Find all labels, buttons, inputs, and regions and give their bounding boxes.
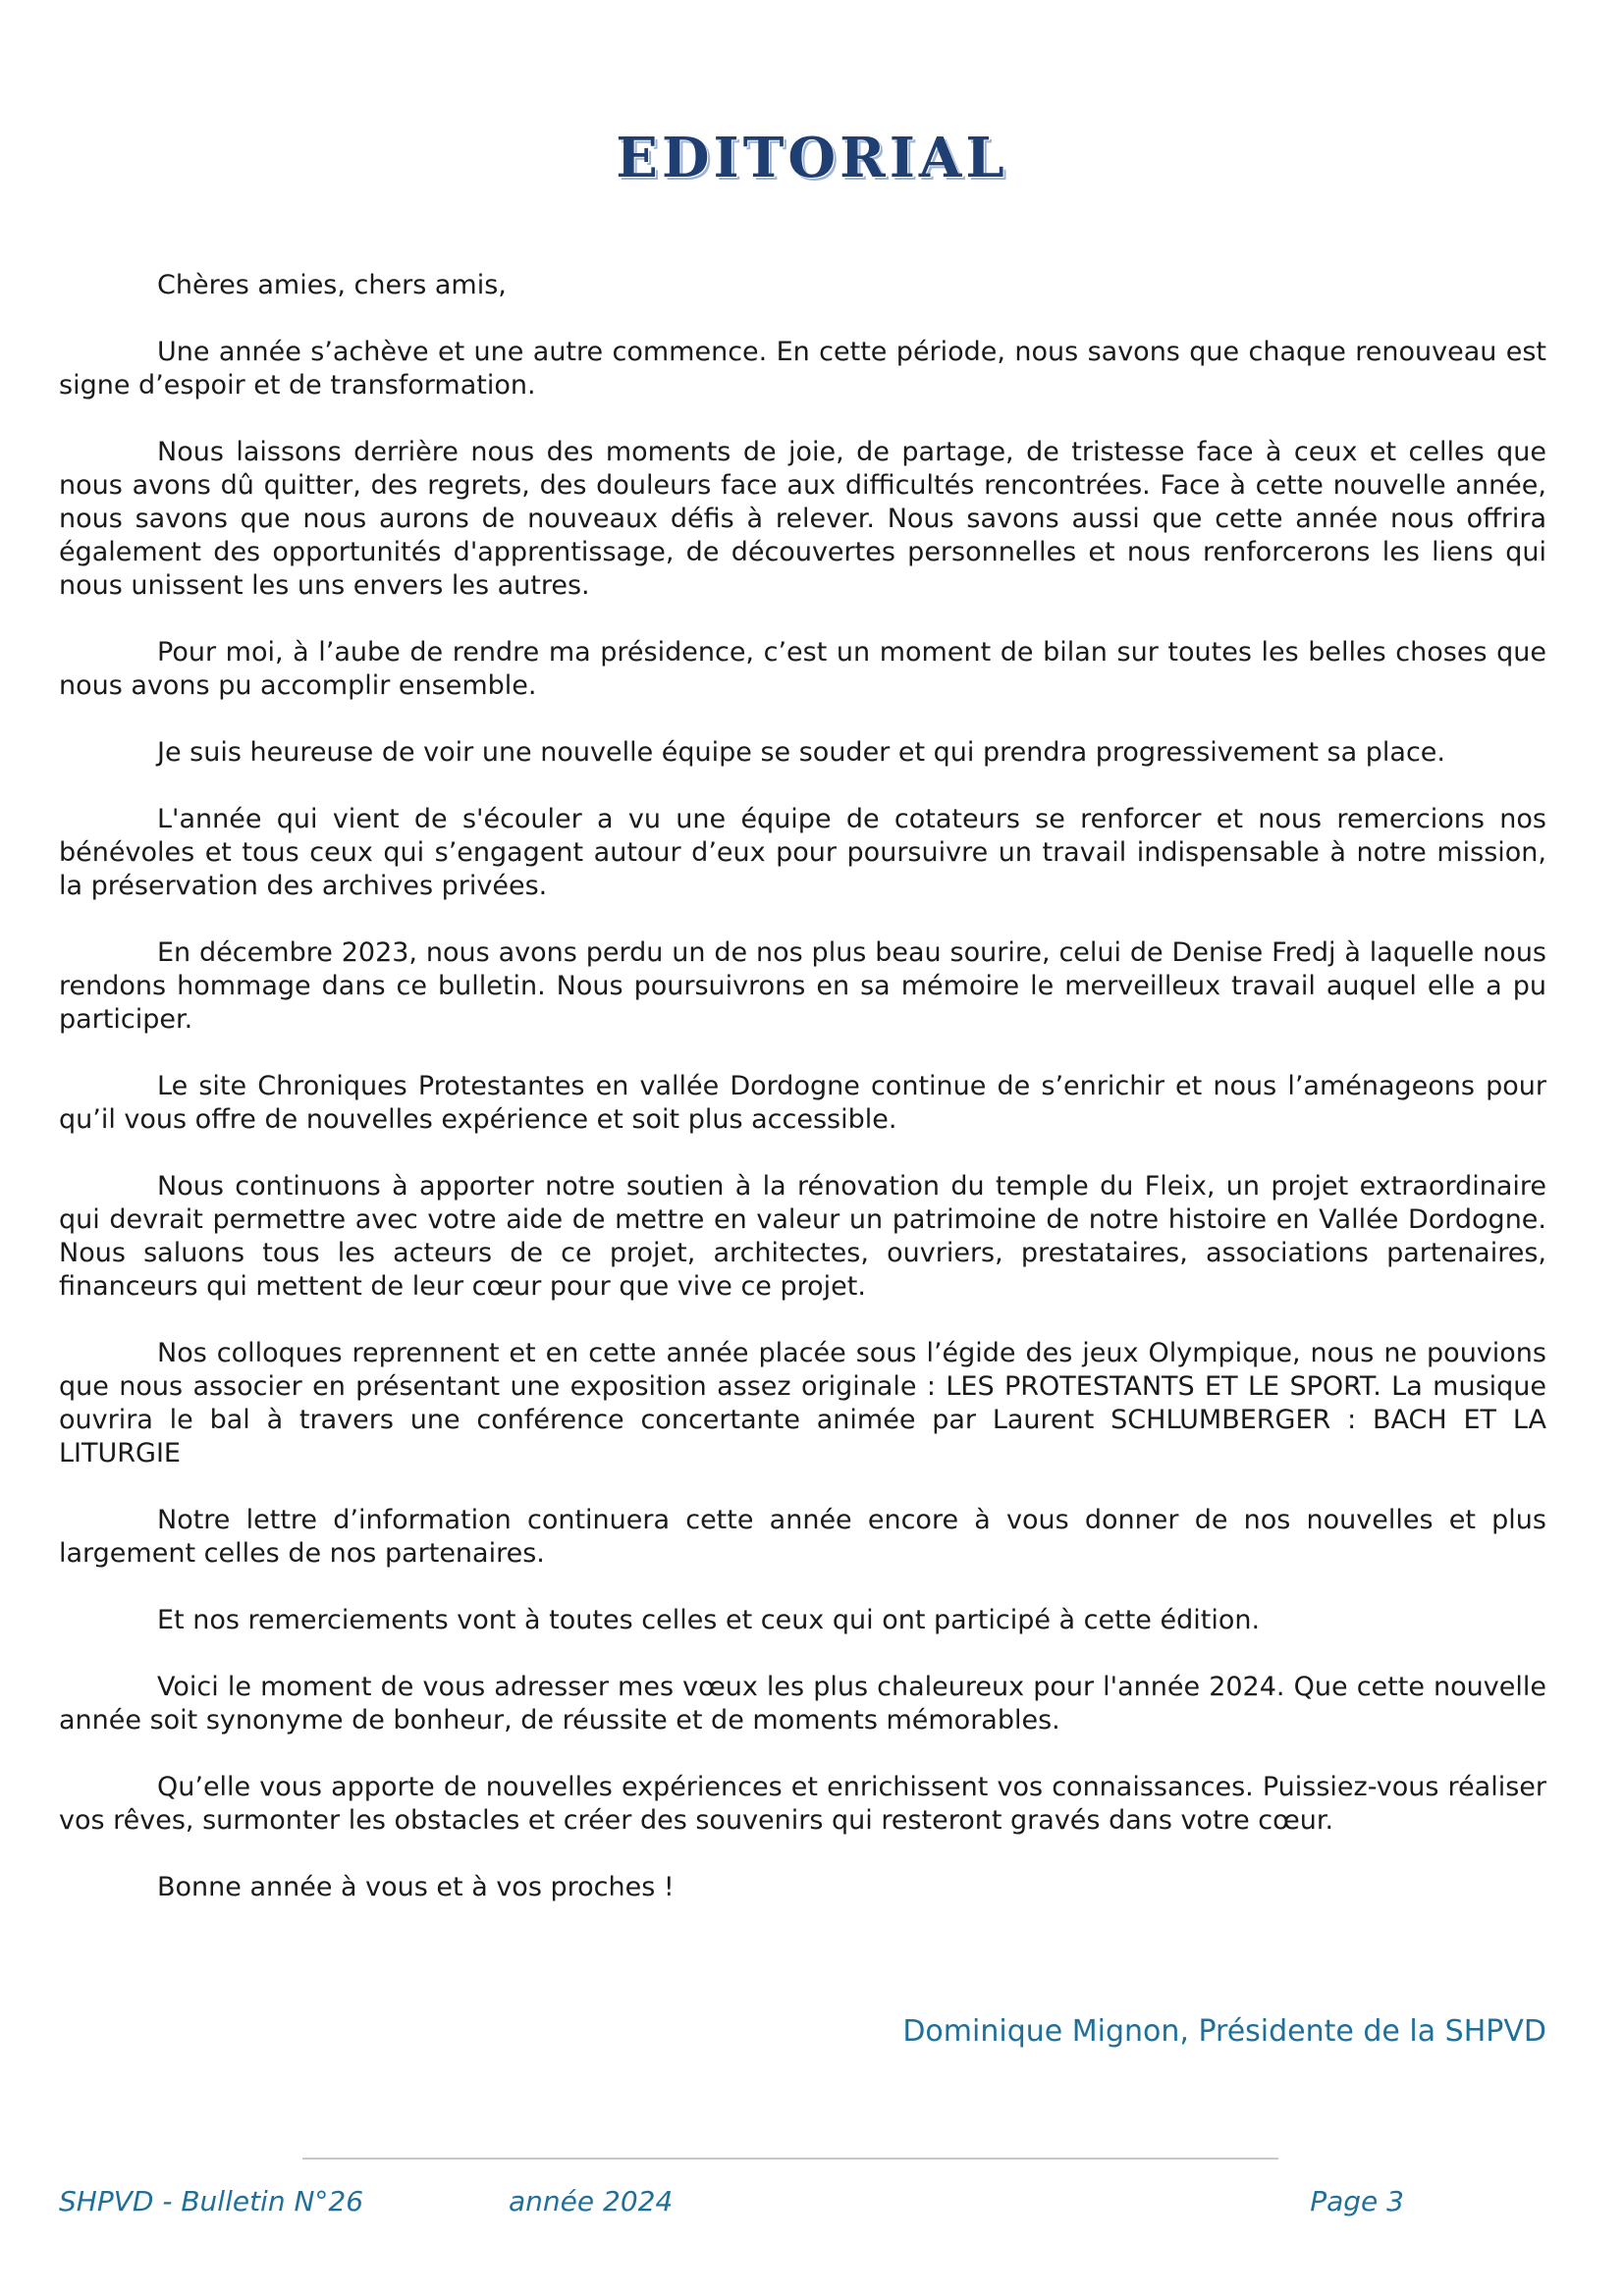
footer-year: année 2024 (509, 2185, 674, 2217)
footer-divider (302, 2158, 1278, 2160)
paragraph: Notre lettre d’information continuera cette année encore à vous donner de nos nouvelles et plus largement celles de nos partenaires. (59, 1505, 1546, 1569)
paragraph: Pour moi, à l’aube de rendre ma présidence, c’est un moment de bilan sur toutes les belles choses que nous avons pu accomplir ensemble. (59, 637, 1546, 701)
paragraph: Nous laissons derrière nous des moments de joie, de partage, de tristesse face à ceux et celles que nous avons dû quitter, des regrets, des douleurs face aux difficultés rencontrées. Face à cette nouvelle année, nous savons que nous aurons de nouveaux défis à relever. Nous savons aussi que cette année nous offrira également des opportunités d'apprentissage, de découvertes personnelles et nous renforcerons les liens qui nous unissent les uns envers les autres. (59, 437, 1546, 601)
signature: Dominique Mignon, Présidente de la SHPVD (902, 2014, 1546, 2049)
paragraph: En décembre 2023, nous avons perdu un de nos plus beau sourire, celui de Denise Fredj à laquelle nous rendons hommage dans ce bulletin. Nous poursuivrons en sa mémoire le merveilleux travail auquel elle a pu participer. (59, 937, 1546, 1035)
page-footer (59, 2185, 1404, 2224)
salutation: Chères amies, chers amis, (157, 270, 507, 300)
paragraph: Et nos remerciements vont à toutes celles et ceux qui ont participé à cette édition. (157, 1605, 1261, 1635)
paragraph: Le site Chroniques Protestantes en vallée Dordogne continue de s’enrichir et nous l’aménageons pour qu’il vous offre de nouvelles expérience et soit plus accessible. (59, 1071, 1546, 1135)
paragraph: Une année s’achève et une autre commence. En cette période, nous savons que chaque renouveau est signe d’espoir et de transformation. (59, 337, 1546, 400)
paragraph: Bonne année à vous et à vos proches ! (157, 1872, 675, 1902)
letter-body (59, 269, 1546, 1938)
footer-bulletin: SHPVD - Bulletin N°26 (59, 2185, 364, 2217)
paragraph: Nos colloques reprennent et en cette année placée sous l’égide des jeux Olympique, nous ne pouvions que nous associer en présentant une exposition assez originale : LES PROTESTANTS ET LE SPORT. La musique ouvrira le bal à travers une conférence concertante animée par Laurent SCHLUMBERGER : BACH ET LA LITURGIE (59, 1338, 1546, 1468)
paragraph: Je suis heureuse de voir une nouvelle équipe se souder et qui prendra progressivement sa place. (157, 737, 1445, 768)
page-title: EDITORIAL (616, 126, 1008, 190)
paragraph: Qu’elle vous apporte de nouvelles expériences et enrichissent vos connaissances. Puissiez-vous réaliser vos rêves, surmonter les obstacles et créer des souvenirs qui resteront gravés dans votre cœur. (59, 1772, 1546, 1836)
footer-page-number: Page 3 (1310, 2185, 1404, 2217)
paragraph: Nous continuons à apporter notre soutien à la rénovation du temple du Fleix, un projet extraordinaire qui devrait permettre avec votre aide de mettre en valeur un patrimoine de notre histoire en Vallée Dordogne. Nous saluons tous les acteurs de ce projet, architectes, ouvriers, prestataires, associations partenaires, financeurs qui mettent de leur cœur pour que vive ce projet. (59, 1171, 1546, 1302)
paragraph: Voici le moment de vous adresser mes vœux les plus chaleureux pour l'année 2024. Que cette nouvelle année soit synonyme de bonheur, de réussite et de moments mémorables. (59, 1672, 1546, 1735)
paragraph: L'année qui vient de s'écouler a vu une équipe de cotateurs se renforcer et nous remercions nos bénévoles et tous ceux qui s’engagent autour d’eux pour poursuivre un travail indispensable à notre mission, la préservation des archives privées. (59, 804, 1546, 901)
